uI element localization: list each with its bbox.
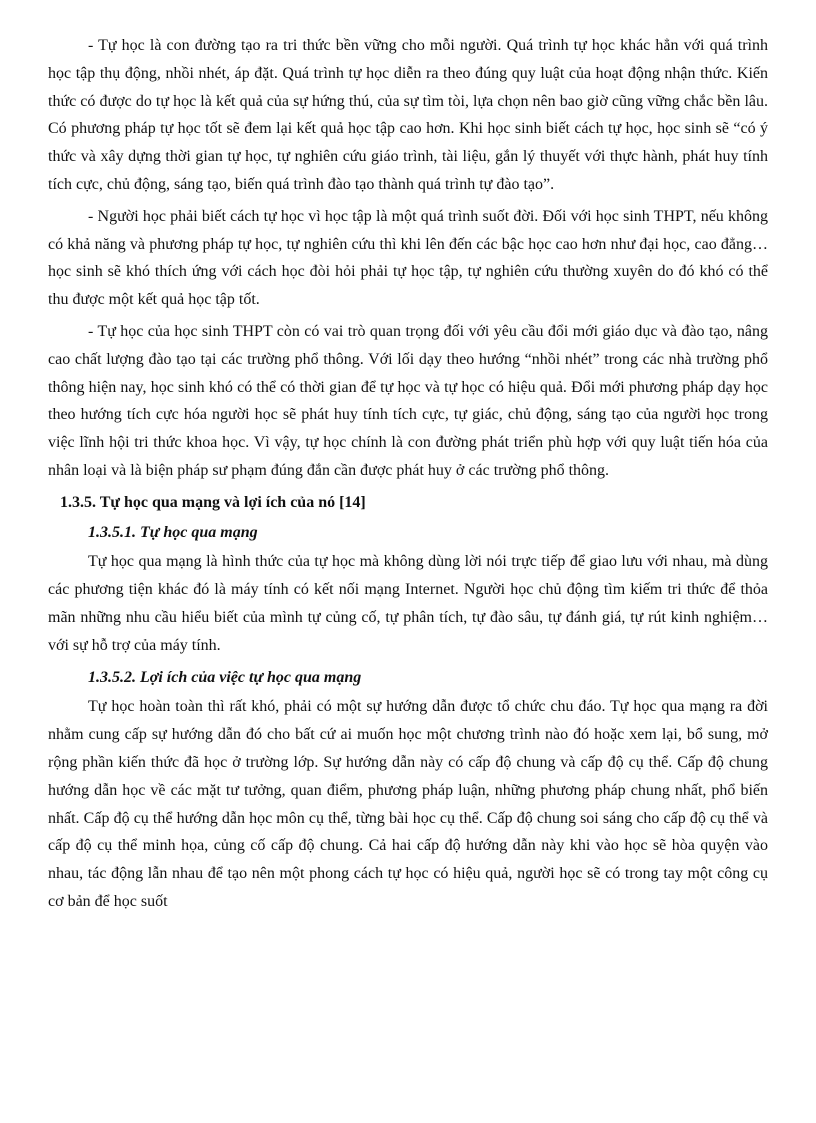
- paragraph-education-reform: - Tự học của học sinh THPT còn có vai trò quan trọng đối với yêu cầu đổi mới giáo dục và đào tạo, nâng cao chất lượng đào tạo tại các trường phổ thông. Với lối dạy theo hướng “nhồi nhét” trong các nhà trường phổ thông hiện nay, học sinh khó có thể có thời gian để tự học và tự học có hiệu quả. Đổi mới phương pháp dạy học theo hướng tích cực hóa người học sẽ phát huy tính tích cực, tự giác, chủ động, sáng tạo của người học trong việc lĩnh hội tri thức khoa học. Vì vậy, tự học chính là con đường phát triển phù hợp với quy luật tiến hóa của nhân loại và là biện pháp sư phạm đúng đắn cần được phát huy ở các trường phổ thông.: [48, 322, 768, 479]
- paragraph-online-self-study: Tự học qua mạng là hình thức của tự học mà không dùng lời nói trực tiếp để giao lưu với nhau, mà dùng các phương tiện khác đó là máy tính có kết nối mạng Internet. Người học chủ động tìm kiếm tri thức để thỏa mãn những nhu cầu hiểu biết của mình tự củng cố, tự phân tích, tự đào sâu, tự đánh giá, tự rút kinh nghiệm…với sự hỗ trợ của máy tính.: [48, 553, 768, 654]
- document-page: [48, 32, 768, 920]
- subsection-heading-1-3-5-1: 1.3.5.1. Tự học qua mạng: [88, 523, 258, 541]
- paragraph-self-study-sustainable: - Tự học là con đường tạo ra tri thức bền vững cho mỗi người. Quá trình tự học khác hẳn với quá trình học tập thụ động, nhồi nhét, áp đặt. Quá trình tự học diễn ra theo đúng quy luật của hoạt động nhận thức. Kiến thức có được do tự học là kết quả của sự hứng thú, của sự tìm tòi, lựa chọn nên bao giờ cũng vững chắc bền lâu. Có phương pháp tự học tốt sẽ đem lại kết quả học tập cao hơn. Khi học sinh biết cách tự học, học sinh sẽ “có ý thức và xây dựng thời gian tự học, tự nghiên cứu giáo trình, tài liệu, gắn lý thuyết với thực hành, phát huy tính tích cực, chủ động, sáng tạo, biến quá trình đào tạo thành quá trình tự đào tạo”.: [48, 37, 768, 193]
- subsection-heading-1-3-5-2: 1.3.5.2. Lợi ích của việc tự học qua mạng: [88, 668, 362, 686]
- paragraph-lifelong-learning: - Người học phải biết cách tự học vì học tập là một quá trình suốt đời. Đối với học sinh THPT, nếu không có khả năng và phương pháp tự học, tự nghiên cứu thì khi lên đến các bậc học cao hơn như đại học, cao đẳng… học sinh sẽ khó thích ứng với cách học đòi hỏi phải tự học tập, tự nghiên cứu thường xuyên do đó khó có thể thu được một kết quả học tập tốt.: [48, 207, 768, 309]
- paragraph-online-study-benefits: Tự học hoàn toàn thì rất khó, phải có một sự hướng dẫn được tổ chức chu đáo. Tự học qua mạng ra đời nhằm cung cấp sự hướng dẫn đó cho bất cứ ai muốn học một chương trình nào đó hoặc xem lại, bổ sung, mở rộng phần kiến thức đã học ở trường lớp. Sự hướng dẫn này có cấp độ chung và cấp độ cụ thể. Cấp độ chung hướng dẫn học về các mặt tư tưởng, quan điểm, phương pháp luận, những phương pháp chung nhất, phổ biến nhất. Cấp độ cụ thể hướng dẫn học môn cụ thể, từng bài học cụ thể. Cấp độ chung soi sáng cho cấp độ cụ thể và cấp độ cụ thể minh họa, củng cố cấp độ chung. Cả hai cấp độ hướng dẫn này khi vào học sẽ hòa quyện vào nhau, tác động lẫn nhau để tạo nên một phong cách tự học có hiệu quả, người học sẽ có trong tay một công cụ cơ bản để học suốt: [48, 698, 768, 910]
- section-heading-1-3-5: 1.3.5. Tự học qua mạng và lợi ích của nó [14]: [60, 493, 366, 511]
